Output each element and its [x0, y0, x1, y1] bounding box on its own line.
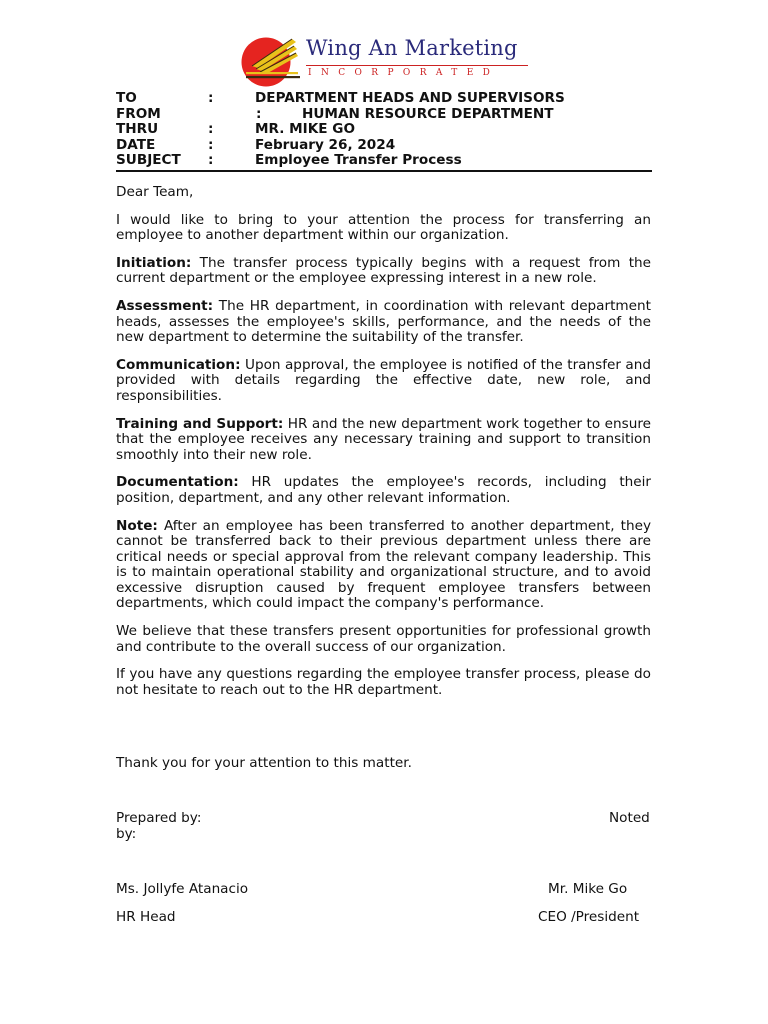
noter-title: CEO /President — [538, 909, 640, 925]
header-row-from — [116, 107, 652, 123]
header-value: February 26, 2024 — [255, 136, 396, 153]
header-colon: : — [208, 152, 214, 168]
greeting: Dear Team, — [116, 184, 194, 200]
header-divider — [116, 170, 652, 172]
section-label: Communication: — [116, 356, 241, 373]
header-row-subject — [116, 153, 652, 169]
section-communication — [116, 358, 651, 405]
section-label: Initiation: — [116, 254, 192, 271]
wing-emblem-icon — [240, 36, 304, 88]
header-value: HUMAN RESOURCE DEPARTMENT — [302, 105, 554, 122]
section-initiation — [116, 256, 651, 287]
header-colon: : — [208, 90, 214, 106]
header-row-thru — [116, 122, 652, 138]
logo-subtitle: INCORPORATED — [308, 68, 500, 78]
memo-body — [116, 185, 651, 710]
header-value: MR. MIKE GO — [255, 121, 355, 137]
preparer-title: HR Head — [116, 909, 176, 925]
section-text: HR updates the employee's records, including their position, department, and any other relevant information. — [116, 474, 651, 506]
section-text: Upon approval, the employee is notified of the transfer and provided with details regarding the effective date, new role, and responsibilities. — [116, 356, 651, 404]
header-row-date — [116, 138, 652, 154]
header-key: SUBJECT — [116, 152, 181, 168]
header-row-to — [116, 91, 652, 107]
section-documentation — [116, 475, 651, 506]
prepared-by-label: Prepared by: — [116, 810, 202, 826]
section-note — [116, 519, 651, 613]
company-logo — [240, 36, 540, 88]
section-label: Training and Support: — [116, 415, 284, 432]
preparer-name: Ms. Jollyfe Atanacio — [116, 881, 249, 897]
header-colon: : — [256, 105, 262, 122]
section-label: Assessment: — [116, 297, 214, 314]
section-label: Note: — [116, 517, 158, 534]
section-text: The transfer process typically begins with a request from the current department or the employee expressing interest in a new role. — [116, 254, 651, 287]
closing-paragraph-1: We believe that these transfers present opportunities for professional growth and contribute to the overall success of our organization. — [116, 623, 651, 655]
intro-paragraph: I would like to bring to your attention the process for transferring an employee to another department within our organization. — [116, 211, 651, 244]
closing-paragraph-2: If you have any questions regarding the employee transfer process, please do not hesitate to reach out to the HR department. — [116, 666, 651, 698]
noter-name: Mr. Mike Go — [548, 881, 628, 897]
header-key: THRU — [116, 121, 159, 137]
thanks-line: Thank you for your attention to this matter. — [116, 755, 412, 771]
header-colon: : — [208, 121, 214, 137]
header-key: TO — [116, 90, 137, 106]
section-label: Documentation: — [116, 474, 239, 491]
header-key: FROM — [116, 105, 161, 122]
section-text: HR and the new department work together to ensure that the employee receives any necessary training and support to transition smoothly into their new role. — [116, 415, 651, 463]
section-text: The HR department, in coordination with relevant department heads, assesses the employee's skills, performance, and the needs of the new department to determine the suitability of the transfer. — [116, 297, 651, 346]
header-value: Employee Transfer Process — [255, 152, 462, 168]
section-text: After an employee has been transferred to another department, they cannot be transferred back to their previous department unless there are critical needs or special approval from the relevant company leadership. This is to maintain operational stability and organizational structure, and to avoid excessive disruption caused by frequent employee transfers between departments, which could impact the company's performance. — [116, 517, 651, 612]
logo-divider — [306, 65, 528, 66]
header-key: DATE — [116, 136, 156, 153]
memo-header — [116, 91, 652, 169]
by-label: by: — [116, 826, 137, 842]
logo-company-name: Wing An Marketing — [306, 36, 518, 60]
section-assessment — [116, 299, 651, 346]
header-colon: : — [208, 136, 214, 153]
section-training — [116, 417, 651, 464]
header-value: DEPARTMENT HEADS AND SUPERVISORS — [255, 90, 565, 106]
noted-label: Noted — [609, 810, 650, 826]
